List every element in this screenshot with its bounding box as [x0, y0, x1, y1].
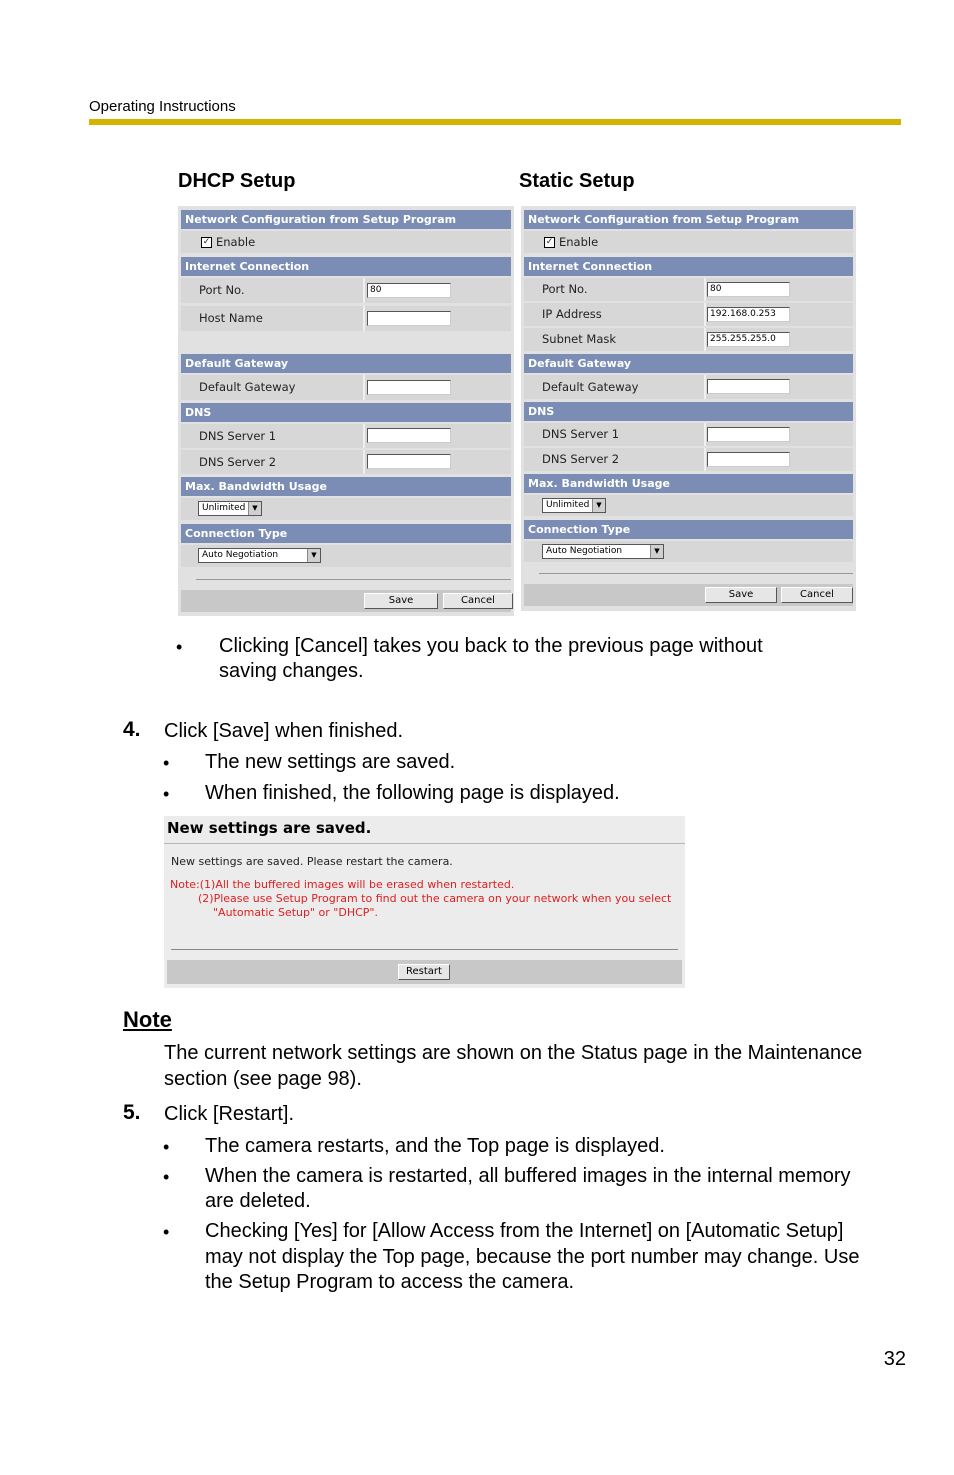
- dhcp-setup-title: DHCP Setup: [178, 170, 296, 192]
- save-button[interactable]: Save: [364, 593, 438, 609]
- enable-label: Enable: [559, 235, 599, 249]
- bandwidth-select[interactable]: Unlimited ▼: [542, 498, 606, 513]
- enable-row: [524, 231, 853, 253]
- section-connection-type: Connection Type: [181, 524, 511, 543]
- port-input[interactable]: 80: [367, 283, 451, 298]
- connection-type-select[interactable]: Auto Negotiation ▼: [542, 544, 664, 559]
- step-5-bullet-1: The camera restarts, and the Top page is displayed.: [205, 1135, 665, 1157]
- enable-checkbox[interactable]: ✓: [545, 237, 554, 247]
- conntype-row: [524, 541, 853, 562]
- step-5-number: 5.: [123, 1101, 141, 1124]
- settings-saved-panel: [164, 816, 685, 988]
- bullet: •: [163, 1222, 170, 1242]
- page-number: 32: [883, 1348, 906, 1370]
- bandwidth-row: [181, 498, 511, 520]
- chevron-down-icon: ▼: [592, 499, 605, 512]
- dhcp-setup-panel: [178, 206, 514, 616]
- step-5-bullet-3-line-1: Checking [Yes] for [Allow Access from the Internet] on [Automatic Setup]: [205, 1220, 844, 1242]
- header-rule: [89, 119, 901, 125]
- running-header: Operating Instructions: [89, 98, 236, 115]
- cancel-button[interactable]: Cancel: [781, 587, 853, 603]
- port-label: Port No.: [199, 283, 245, 297]
- port-label: Port No.: [542, 282, 588, 296]
- bullet: •: [163, 1137, 170, 1157]
- static-setup-panel: [521, 206, 856, 611]
- dns2-input[interactable]: [707, 452, 790, 467]
- port-input[interactable]: 80: [707, 282, 790, 297]
- subnet-mask-input[interactable]: 255.255.255.0: [707, 332, 790, 347]
- section-dns: DNS: [524, 402, 853, 421]
- step-4-text: Click [Save] when finished.: [164, 720, 404, 742]
- dns1-row: [524, 423, 853, 446]
- note-line-1: The current network settings are shown on the Status page in the Maintenance: [164, 1042, 863, 1064]
- saved-title: New settings are saved.: [167, 819, 372, 837]
- gateway-input[interactable]: [707, 379, 790, 394]
- enable-label: Enable: [216, 235, 256, 249]
- ip-address-input[interactable]: 192.168.0.253: [707, 307, 790, 322]
- gateway-input[interactable]: [367, 380, 451, 395]
- dns2-label: DNS Server 2: [542, 452, 620, 466]
- section-network-config: Network Configuration from Setup Program: [181, 210, 511, 229]
- note-line-2: section (see page 98).: [164, 1068, 362, 1090]
- bullet: •: [163, 753, 170, 773]
- dns1-input[interactable]: [707, 427, 790, 442]
- section-default-gateway: Default Gateway: [181, 354, 511, 373]
- dns1-row: [181, 424, 511, 448]
- host-name-label: Host Name: [199, 311, 263, 325]
- divider: [164, 843, 685, 844]
- gateway-row: [181, 375, 511, 400]
- dns1-label: DNS Server 1: [199, 429, 277, 443]
- connection-type-select[interactable]: Auto Negotiation ▼: [198, 548, 321, 563]
- section-internet-connection: Internet Connection: [524, 257, 853, 276]
- gateway-label: Default Gateway: [542, 380, 639, 394]
- step-4-number: 4.: [123, 718, 141, 741]
- step-5-bullet-2-line-2: are deleted.: [205, 1190, 311, 1212]
- saved-message: New settings are saved. Please restart the camera.: [171, 855, 453, 868]
- cancel-button[interactable]: Cancel: [443, 593, 513, 609]
- bullet: •: [176, 637, 183, 657]
- step-5-bullet-3-line-3: the Setup Program to access the camera.: [205, 1271, 575, 1293]
- restart-button[interactable]: Restart: [398, 964, 450, 980]
- section-default-gateway: Default Gateway: [524, 354, 853, 373]
- ip-address-label: IP Address: [542, 307, 602, 321]
- button-bar: [181, 590, 511, 612]
- conntype-row: [181, 545, 511, 567]
- dns1-input[interactable]: [367, 428, 451, 443]
- dns2-label: DNS Server 2: [199, 455, 277, 469]
- gateway-row: [524, 375, 853, 399]
- step-5-text: Click [Restart].: [164, 1103, 295, 1125]
- mask-row: [524, 328, 853, 351]
- step-4-bullet-2: When finished, the following page is displayed.: [205, 782, 620, 804]
- enable-checkbox[interactable]: ✓: [202, 237, 211, 247]
- step-5-bullet-3-line-2: may not display the Top page, because the port number may change. Use: [205, 1246, 860, 1268]
- section-dns: DNS: [181, 403, 511, 422]
- section-connection-type: Connection Type: [524, 520, 853, 539]
- chevron-down-icon: ▼: [248, 502, 261, 515]
- section-internet-connection: Internet Connection: [181, 257, 511, 276]
- cancel-note-line-1: Clicking [Cancel] takes you back to the previous page without: [219, 635, 763, 657]
- button-bar: [524, 584, 853, 606]
- section-network-config: Network Configuration from Setup Program: [524, 210, 853, 229]
- enable-row: [181, 231, 511, 253]
- host-row: [181, 306, 511, 331]
- port-row: [524, 278, 853, 301]
- chevron-down-icon: ▼: [307, 549, 320, 562]
- dns2-row: [181, 450, 511, 474]
- dns1-label: DNS Server 1: [542, 427, 620, 441]
- section-bandwidth: Max. Bandwidth Usage: [524, 474, 853, 493]
- step-4-bullet-1: The new settings are saved.: [205, 751, 456, 773]
- saved-note-1: Note:(1)All the buffered images will be erased when restarted.: [170, 878, 515, 891]
- note-heading: Note: [123, 1007, 172, 1032]
- section-bandwidth: Max. Bandwidth Usage: [181, 477, 511, 496]
- host-name-input[interactable]: [367, 311, 451, 326]
- ip-row: [524, 303, 853, 326]
- cancel-note-line-2: saving changes.: [219, 660, 364, 682]
- dns2-row: [524, 448, 853, 471]
- port-row: [181, 278, 511, 303]
- bandwidth-select[interactable]: Unlimited ▼: [198, 501, 262, 516]
- divider: [171, 949, 678, 950]
- bullet: •: [163, 1167, 170, 1187]
- button-bar: [167, 960, 682, 984]
- gateway-label: Default Gateway: [199, 380, 296, 394]
- saved-note-3: "Automatic Setup" or "DHCP".: [213, 906, 378, 919]
- bandwidth-row: [524, 495, 853, 516]
- save-button[interactable]: Save: [705, 587, 777, 603]
- saved-note-2: (2)Please use Setup Program to find out the camera on your network when you select: [198, 892, 672, 905]
- dns2-input[interactable]: [367, 454, 451, 469]
- static-setup-title: Static Setup: [519, 170, 635, 192]
- chevron-down-icon: ▼: [650, 545, 663, 558]
- subnet-mask-label: Subnet Mask: [542, 332, 617, 346]
- bullet: •: [163, 784, 170, 804]
- step-5-bullet-2-line-1: When the camera is restarted, all buffered images in the internal memory: [205, 1165, 851, 1187]
